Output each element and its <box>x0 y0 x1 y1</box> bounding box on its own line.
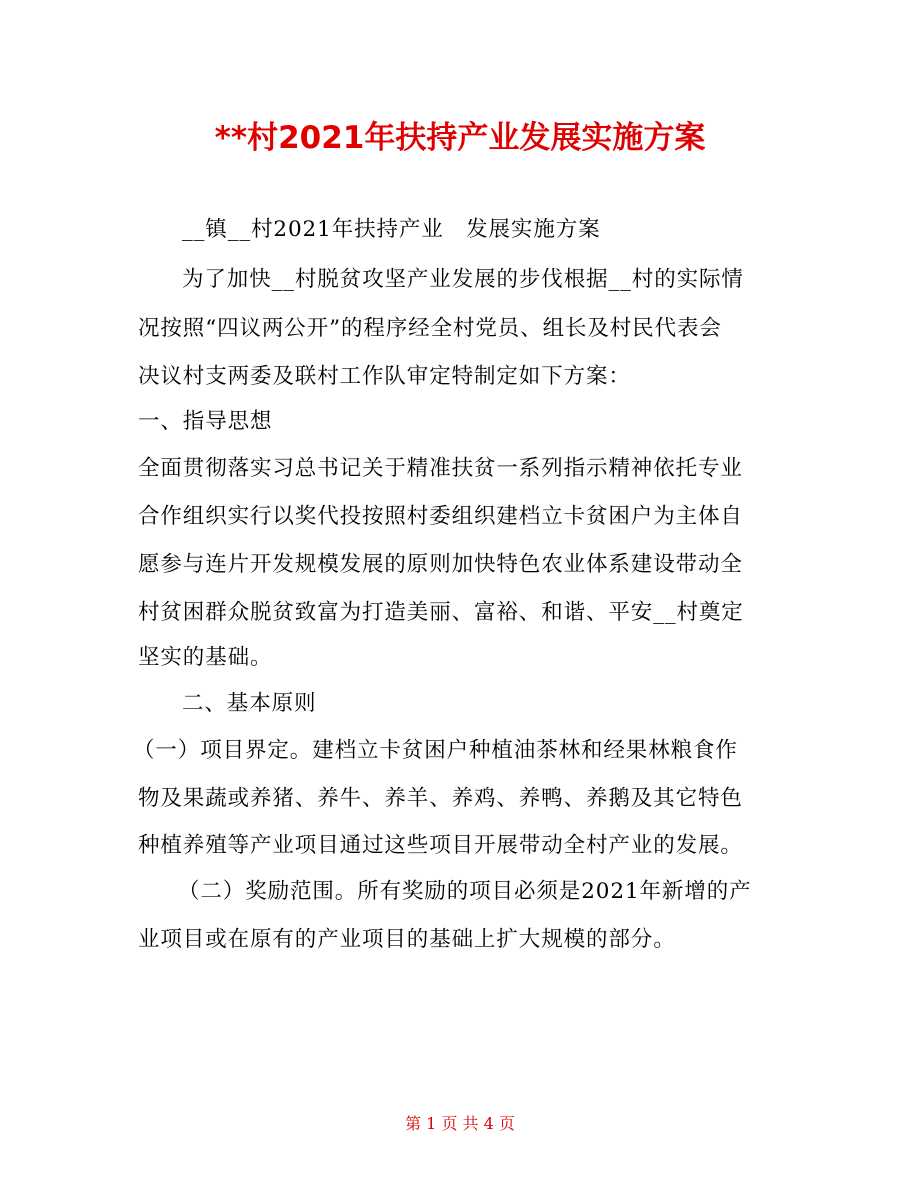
paragraph-line: 坚实的基础。 <box>138 645 273 670</box>
paragraph-line: 愿参与连片开发规模发展的原则加快特色农业体系建设带动全 <box>138 552 743 577</box>
paragraph-line: 决议村支两委及联村工作队审定特制定如下方案： <box>138 364 631 389</box>
paragraph-line: 种植养殖等产业项目通过这些项目开展带动全村产业的发展。 <box>138 833 743 858</box>
paragraph-line: 合作组织实行以奖代投按照村委组织建档立卡贫困户为主体自 <box>138 504 743 529</box>
paragraph-line: 况按照“四议两公开”的程序经全村党员、组长及村民代表会 <box>138 316 722 341</box>
subtitle-line: __镇__村2021年扶持产业 发展实施方案 <box>182 217 601 242</box>
paragraph-line: 村贫困群众脱贫致富为打造美丽、富裕、和谐、平安__村奠定 <box>138 600 744 625</box>
section-heading-guiding-ideology: 一、指导思想 <box>138 409 273 434</box>
paragraph-line: 全面贯彻落实习总书记关于精准扶贫一系列指示精神依托专业 <box>138 456 743 481</box>
paragraph-line: （二）奖励范围。所有奖励的项目必须是2021年新增的产 <box>178 879 752 904</box>
paragraph-line: 为了加快__村脱贫攻坚产业发展的步伐根据__村的实际情 <box>182 267 744 292</box>
page-footer: 第 1 页 共 4 页 <box>405 1114 515 1133</box>
paragraph-line: 业项目或在原有的产业项目的基础上扩大规模的部分。 <box>138 927 676 952</box>
paragraph-line: （一）项目界定。建档立卡贫困户种植油茶林和经果林粮食作 <box>133 738 738 763</box>
document-title: **村2021年扶持产业发展实施方案 <box>214 120 706 156</box>
paragraph-line: 物及果蔬或养猪、养牛、养羊、养鸡、养鸭、养鹅及其它特色 <box>138 786 743 811</box>
section-heading-basic-principles: 二、基本原则 <box>182 691 317 716</box>
